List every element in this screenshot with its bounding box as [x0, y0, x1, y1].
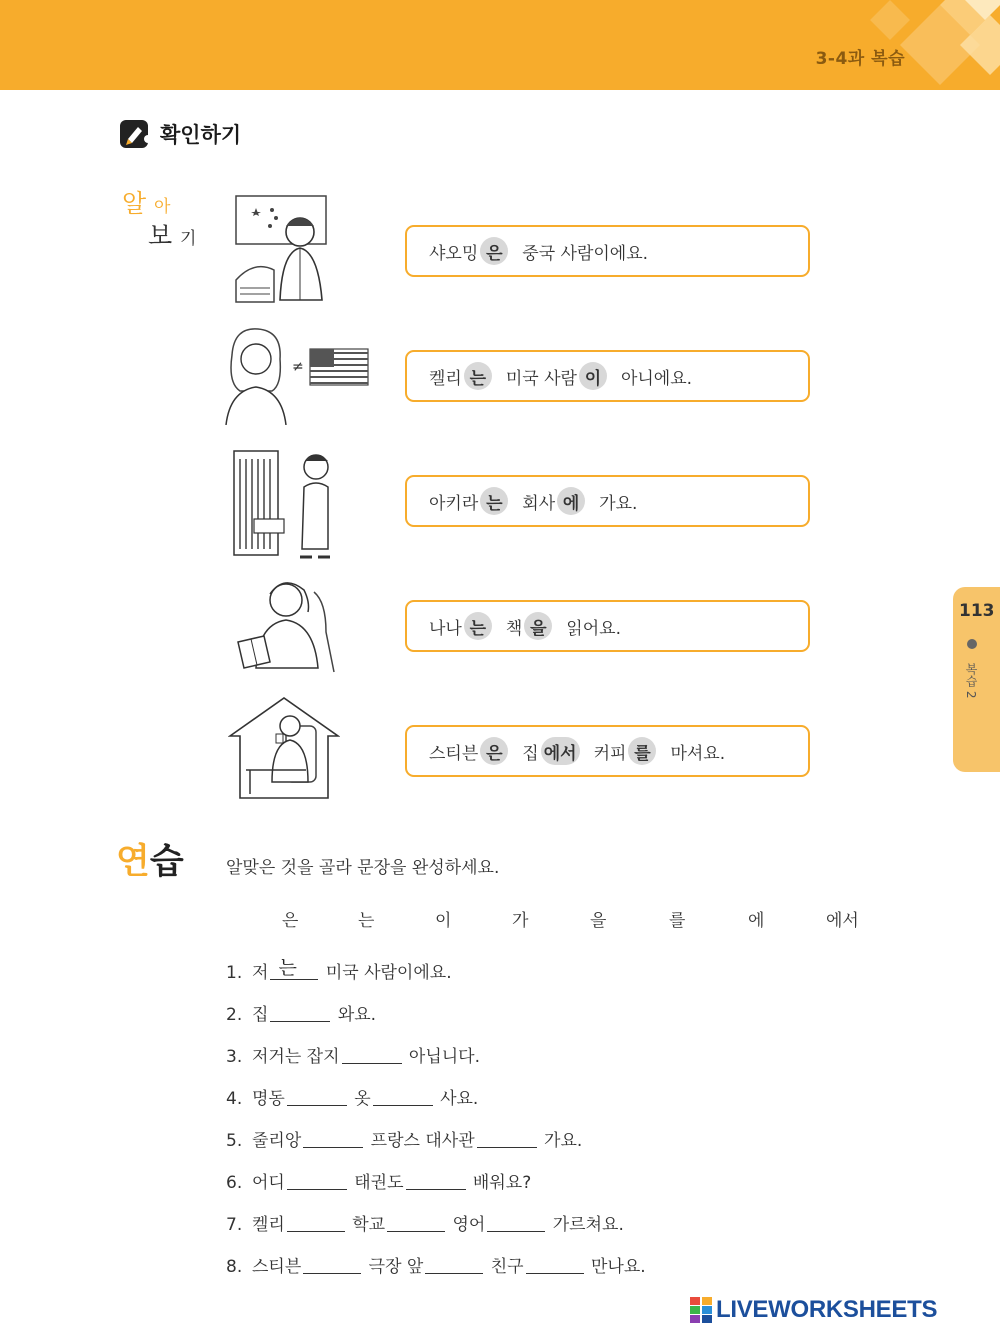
particle-highlight: 를 — [628, 737, 656, 765]
learn-label-part: 기 — [180, 229, 197, 249]
answer-blank[interactable] — [287, 1231, 345, 1232]
answer-blank[interactable] — [270, 957, 318, 980]
answer-blank[interactable] — [303, 1273, 361, 1274]
exercise-text: 만나요. — [585, 1257, 646, 1277]
exercise-text: 옷 — [348, 1089, 371, 1109]
answer-blank[interactable] — [406, 1189, 466, 1190]
particle-highlight: 는 — [480, 487, 508, 515]
exercise-text: 스티븐 — [252, 1257, 302, 1277]
sentence-word: 가요. — [599, 493, 638, 514]
bullet-dot-icon — [967, 639, 977, 649]
sentence-word: 켈리 — [429, 368, 462, 389]
exercise-text: 극장 앞 — [363, 1257, 424, 1277]
word-bank-item: 가 — [512, 911, 529, 931]
exercise-number: 3. — [226, 1047, 243, 1067]
exercise-text: 학교 — [346, 1215, 386, 1235]
particle-highlight: 는 — [464, 612, 492, 640]
exercise-item — [226, 1210, 624, 1235]
example-sentence-1 — [405, 225, 810, 277]
sentence-word: 회사 — [522, 493, 556, 514]
exercise-text: 집 — [252, 1005, 269, 1025]
sentence-word: 마셔요. — [670, 743, 726, 764]
exercise-text: 영어 — [447, 1215, 486, 1235]
man-walking-to-office-icon — [228, 445, 340, 559]
practice-instruction: 알맞은 것을 골라 문장을 완성하세요. — [226, 858, 500, 878]
exercise-number: 7. — [226, 1215, 243, 1235]
answer-blank[interactable] — [287, 1189, 347, 1190]
answer-blank[interactable] — [373, 1105, 433, 1106]
exercise-text: 아닙니다. — [403, 1047, 481, 1067]
side-tab-label: 복습 2 — [964, 663, 978, 699]
pencil-badge-icon — [118, 117, 152, 151]
exercise-item — [226, 1042, 480, 1067]
exercise-text: 가요. — [538, 1131, 583, 1151]
learn-label-part: 아 — [154, 197, 171, 217]
word-bank-item: 은 — [282, 911, 299, 931]
example-sentence-4 — [405, 600, 810, 652]
sentence-word: 커피 — [593, 743, 627, 764]
exercise-text: 태권도 — [348, 1173, 404, 1193]
footer-logo — [690, 1296, 937, 1324]
answer-blank[interactable] — [387, 1231, 445, 1232]
practice-heading-part: 습 — [149, 842, 184, 882]
chapter-label: 3-4과 복습 — [815, 49, 905, 69]
particle-highlight: 이 — [579, 362, 607, 390]
sentence-word: 읽어요. — [566, 618, 621, 639]
exercise-text: 친구 — [485, 1257, 524, 1277]
exercise-text: 배워요? — [467, 1173, 532, 1193]
exercise-number: 5. — [226, 1131, 243, 1151]
answer-blank[interactable] — [526, 1273, 584, 1274]
filled-answer: 는 — [278, 957, 297, 979]
answer-blank[interactable] — [425, 1273, 483, 1274]
particle-highlight: 는 — [464, 362, 492, 390]
section-title: 확인하기 — [160, 123, 242, 147]
particle-highlight: 에서 — [541, 737, 580, 765]
exercise-text: 저거는 잡지 — [252, 1047, 340, 1067]
exercise-number: 4. — [226, 1089, 243, 1109]
chinese-man-icon — [234, 190, 336, 306]
exercise-item — [226, 958, 452, 983]
exercise-text: 저 — [252, 963, 269, 983]
side-page-tab — [953, 587, 1000, 772]
answer-blank[interactable] — [487, 1231, 545, 1232]
exercise-text: 어디 — [252, 1173, 285, 1193]
svg-text:≠: ≠ — [292, 359, 304, 375]
word-bank-item: 는 — [358, 911, 375, 931]
sentence-word: 책 — [505, 618, 523, 639]
exercise-item — [226, 1126, 582, 1151]
sentence-word: 중국 사람이에요. — [522, 243, 649, 264]
sentence-word: 샤오밍 — [429, 243, 479, 264]
answer-blank[interactable] — [287, 1105, 347, 1106]
exercise-text: 줄리앙 — [252, 1131, 302, 1151]
answer-blank[interactable] — [477, 1147, 537, 1148]
exercise-text: 명동 — [252, 1089, 285, 1109]
answer-blank[interactable] — [342, 1063, 402, 1064]
learn-label — [122, 184, 212, 250]
sentence-word: 집 — [522, 743, 539, 764]
sentence-word: 나나 — [429, 618, 462, 639]
logo-text: LIVEWORKSHEETS — [716, 1296, 938, 1323]
man-drinking-coffee-at-home-icon — [228, 696, 340, 800]
practice-heading-part: 연 — [116, 842, 150, 882]
header-band — [0, 0, 1000, 90]
particle-highlight: 은 — [480, 237, 508, 265]
woman-not-american-icon — [222, 325, 372, 425]
exercise-item — [226, 1168, 531, 1193]
exercise-number: 2. — [226, 1005, 243, 1025]
word-bank-item: 이 — [435, 911, 452, 931]
learn-label-part: 알 — [122, 189, 147, 218]
exercise-item — [226, 1084, 478, 1109]
answer-blank[interactable] — [303, 1147, 363, 1148]
word-bank — [282, 906, 882, 930]
liveworksheets-logo-icon — [690, 1297, 712, 1323]
particle-highlight: 은 — [480, 737, 508, 765]
example-sentence-3 — [405, 475, 810, 527]
exercise-number: 1. — [226, 963, 243, 983]
exercise-text: 미국 사람이에요. — [320, 963, 452, 983]
exercise-item — [226, 1252, 646, 1277]
answer-blank[interactable] — [270, 1021, 330, 1022]
exercise-text: 켈리 — [252, 1215, 285, 1235]
example-sentence-2 — [405, 350, 810, 402]
word-bank-item: 에서 — [826, 911, 859, 931]
exercise-number: 6. — [226, 1173, 243, 1193]
sentence-word: 아키라 — [429, 493, 479, 514]
particle-highlight: 을 — [524, 612, 552, 640]
learn-label-part: 보 — [148, 221, 173, 250]
word-bank-item: 을 — [590, 911, 607, 931]
sentence-word: 스티븐 — [429, 743, 479, 764]
section-heading — [118, 117, 241, 151]
exercise-text: 와요. — [332, 1005, 377, 1025]
exercise-text: 사요. — [434, 1089, 479, 1109]
woman-reading-icon — [230, 572, 336, 676]
sentence-word: 미국 사람 — [505, 368, 577, 389]
page-number: 113 — [959, 601, 995, 621]
exercise-text: 가르쳐요. — [547, 1215, 624, 1235]
word-bank-item: 에 — [748, 911, 765, 931]
sentence-word: 아니에요. — [620, 368, 693, 389]
example-sentence-5 — [405, 725, 810, 777]
particle-highlight: 에 — [557, 487, 585, 515]
practice-heading — [116, 834, 184, 884]
exercise-text: 프랑스 대사관 — [365, 1131, 475, 1151]
exercise-item — [226, 1000, 376, 1025]
word-bank-item: 를 — [669, 911, 686, 931]
exercise-number: 8. — [226, 1257, 243, 1277]
